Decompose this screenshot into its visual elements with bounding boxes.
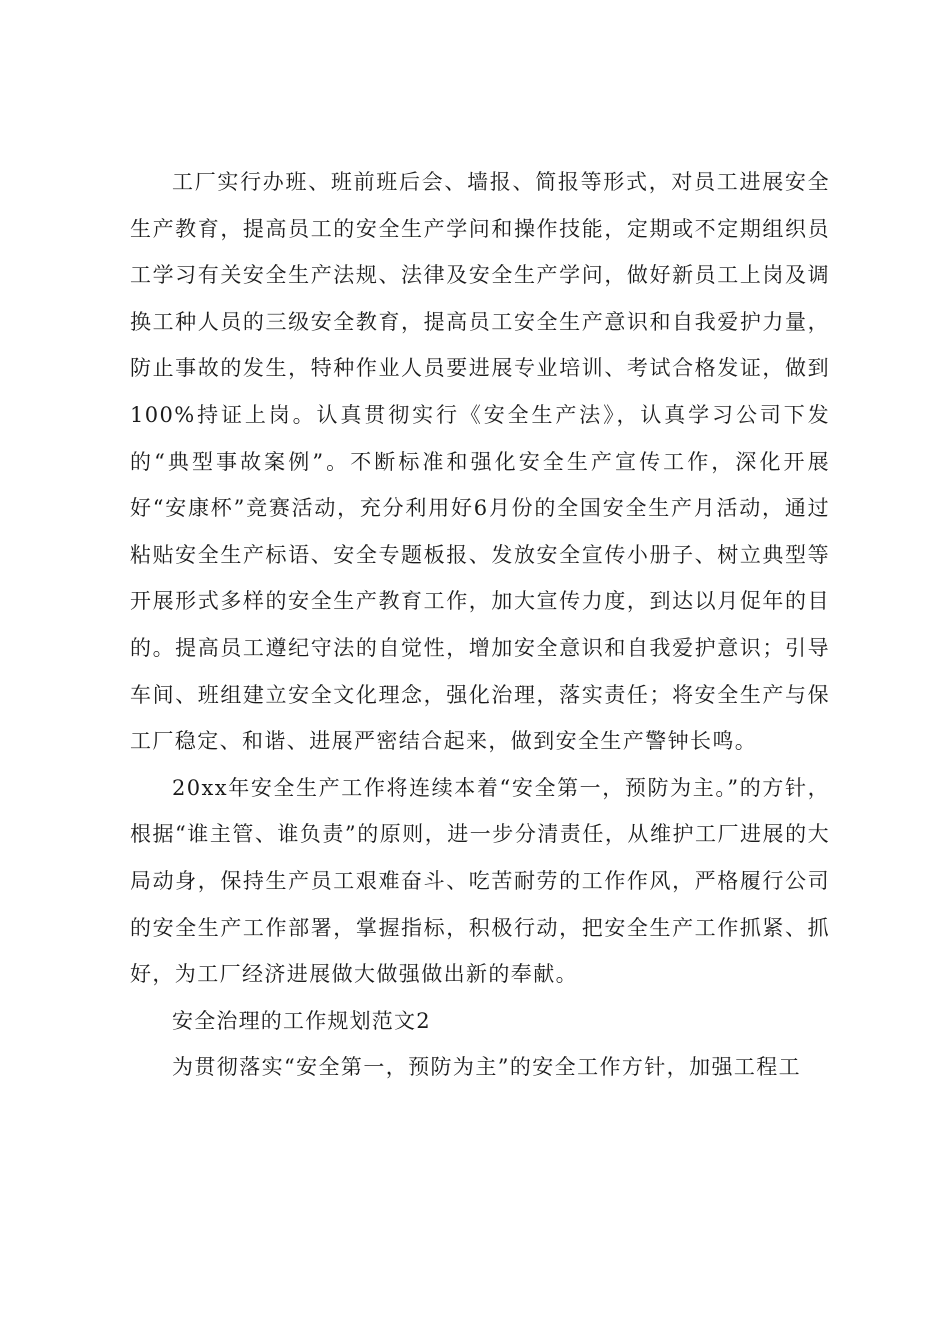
document-body — [130, 159, 830, 1091]
section-heading: 安全治理的工作规划范文2 — [172, 1008, 431, 1033]
paragraph-project-safety: 为贯彻落实“安全第一，预防为主”的安全工作方针，加强工程工 — [172, 1055, 802, 1080]
paragraph-annual-plan: 20xx年安全生产工作将连续本着“安全第一，预防为主。”的方针，根据“谁主管、谁负责”的原则，进一步分清责任，从维护工厂进展的大局动身，保持生产员工艰难奋斗、吃苦耐劳的工作作风，严格履行公司的安全生产工作部署，掌握指标，积极行动，把安全生产工作抓紧、抓好，为工厂经济进展做大做强做出新的奉献。 — [130, 775, 830, 987]
paragraph-safety-education: 工厂实行办班、班前班后会、墙报、简报等形式，对员工进展安全生产教育，提高员工的安全生产学问和操作技能，定期或不定期组织员工学习有关安全生产法规、法律及安全生产学问，做好新员工上岗及调换工种人员的三级安全教育，提高员工安全生产意识和自我爱护力量，防止事故的发生，特种作业人员要进展专业培训、考试合格发证，做到100%持证上岗。认真贯彻实行《安全生产法》，认真学习公司下发的“典型事故案例”。不断标准和强化安全生产宣传工作，深化开展好“安康杯”竞赛活动，充分利用好6月份的全国安全生产月活动，通过粘贴安全生产标语、安全专题板报、发放安全宣传小册子、树立典型等开展形式多样的安全生产教育工作，加大宣传力度，到达以月促年的目的。提高员工遵纪守法的自觉性，增加安全意识和自我爱护意识；引导车间、班组建立安全文化理念，强化治理，落实责任；将安全生产与保工厂稳定、和谐、进展严密结合起来，做到安全生产警钟长鸣。 — [130, 170, 830, 754]
